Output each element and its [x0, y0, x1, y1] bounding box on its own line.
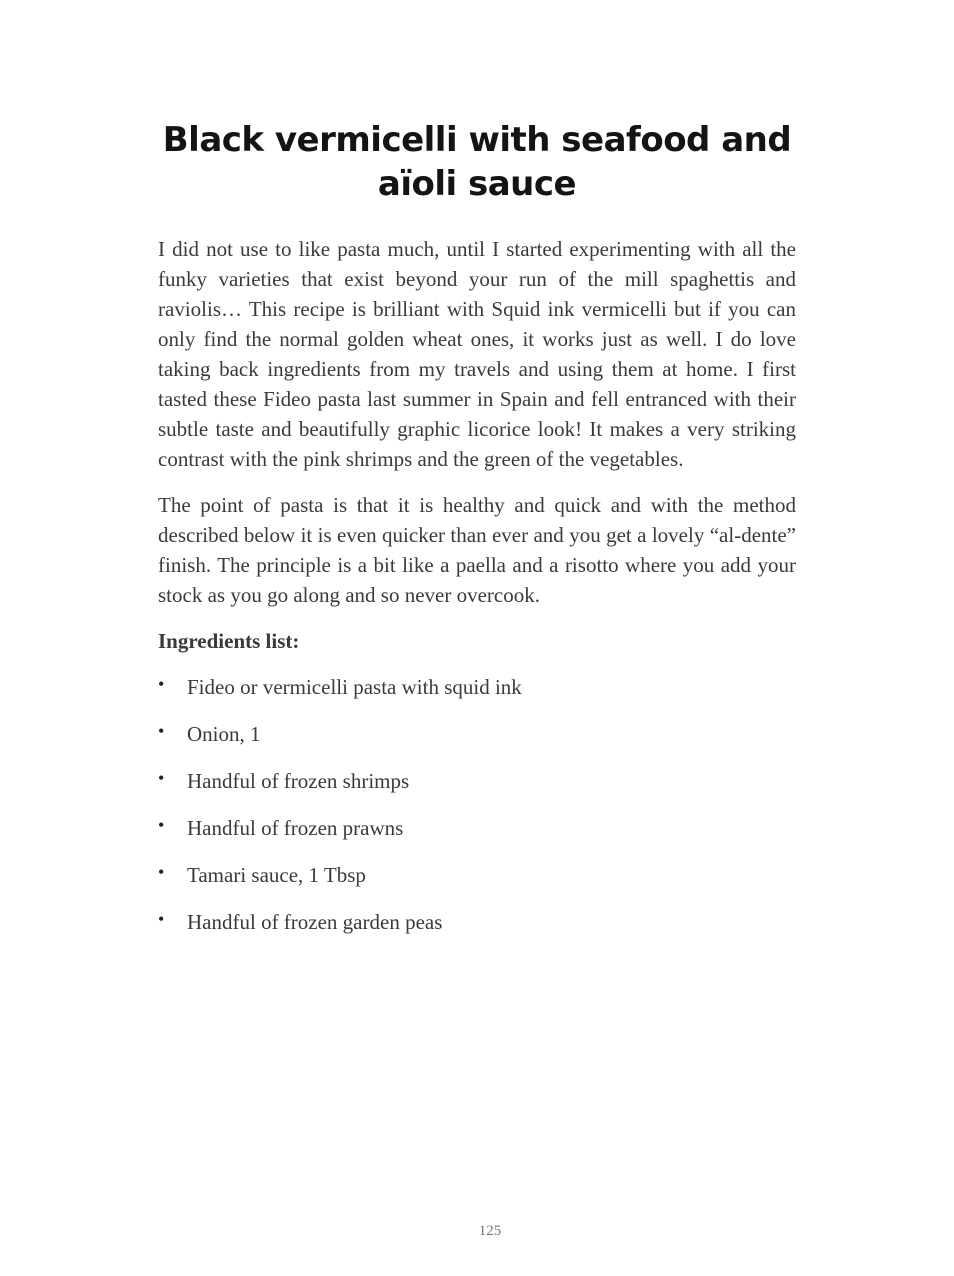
- ingredient-text: Onion, 1: [187, 722, 261, 746]
- list-item: [158, 719, 796, 749]
- list-item: [158, 766, 796, 796]
- list-item: [158, 672, 796, 702]
- recipe-title: Black vermicelli with seafood and aïoli sauce: [162, 120, 792, 204]
- page-number: 125: [478, 1223, 502, 1239]
- ingredients-heading: Ingredients list:: [158, 629, 300, 653]
- list-item: [158, 813, 796, 843]
- bullet-icon: •: [158, 909, 165, 929]
- ingredient-text: Handful of frozen garden peas: [187, 910, 443, 934]
- list-item: [158, 907, 796, 937]
- ingredients-list: [158, 672, 796, 937]
- bullet-icon: •: [158, 815, 165, 835]
- intro-paragraph: I did not use to like pasta much, until I started experimenting with all the funky varieties that exist beyond your run of the mill spaghettis and raviolis… This recipe is brilliant with Squid ink vermicelli but if you can only find the normal golden wheat ones, it works just as well. I do love taking back ingredients from my travels and using them at home. I first tasted these Fideo pasta last summer in Spain and fell entranced with their subtle taste and beautifully graphic licorice look! It makes a very striking contrast with the pink shrimps and the green of the vegetables.: [158, 237, 796, 471]
- ingredient-text: Handful of frozen prawns: [187, 816, 404, 840]
- bullet-icon: •: [158, 862, 165, 882]
- ingredient-text: Fideo or vermicelli pasta with squid ink: [187, 675, 522, 699]
- list-item: [158, 860, 796, 890]
- bullet-icon: •: [158, 721, 165, 741]
- bullet-icon: •: [158, 768, 165, 788]
- ingredient-text: Handful of frozen shrimps: [187, 769, 410, 793]
- method-paragraph: The point of pasta is that it is healthy and quick and with the method described below it is even quicker than ever and you get a lovely “al-dente” finish. The principle is a bit like a paella and a risotto where you add your stock as you go along and so never overcook.: [158, 493, 796, 607]
- document-page: [158, 118, 796, 954]
- bullet-icon: •: [158, 674, 165, 694]
- ingredient-text: Tamari sauce, 1 Tbsp: [187, 863, 366, 887]
